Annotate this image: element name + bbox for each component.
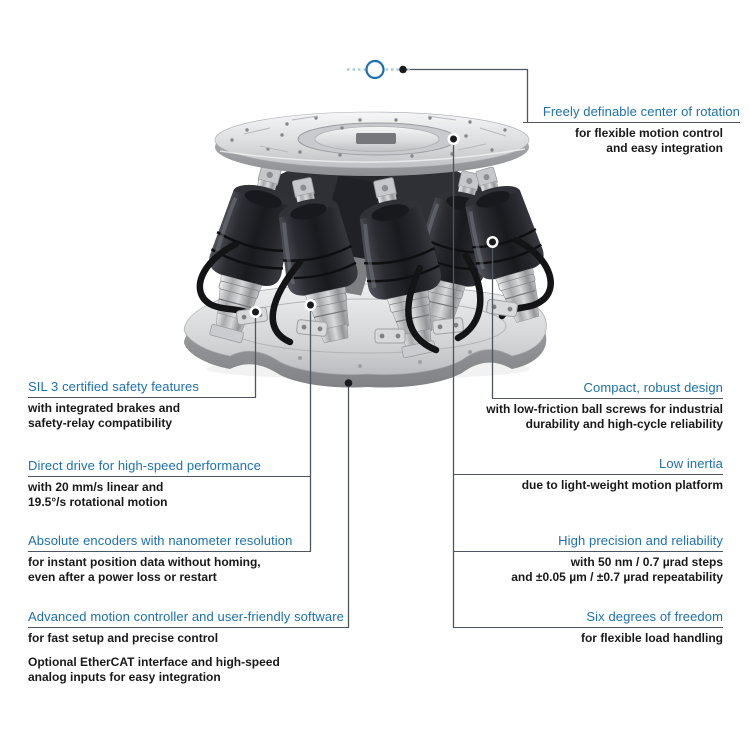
callout-text-line: with low-friction ball screws for industrial [486, 402, 723, 416]
callout-compact-design [486, 380, 723, 432]
marker-dot-controller [345, 379, 353, 387]
callout-text-line: Optional EtherCAT interface and high-speed [28, 655, 280, 669]
marker-dot-platform [448, 133, 460, 145]
center-of-rotation-marker [367, 61, 384, 78]
callout-text-line: safety-relay compatibility [28, 416, 173, 430]
marker-dot-drive [305, 299, 317, 311]
callout-text-line: durability and high-cycle reliability [525, 417, 723, 431]
callout-text-line: even after a power loss or restart [28, 570, 217, 584]
callout-safety-features [28, 379, 256, 431]
callout-heading-compact-design: Compact, robust design [492, 380, 723, 399]
callout-text-line: for fast setup and precise control [28, 631, 219, 645]
callout-heading-low-inertia: Low inertia [453, 456, 723, 475]
callout-low-inertia [453, 456, 723, 493]
callout-motion-controller [28, 609, 349, 685]
marker-dot-safety [250, 306, 262, 318]
callout-text-line: for flexible motion control [574, 126, 723, 140]
callout-text-line: with integrated brakes and [28, 401, 181, 415]
callout-center-of-rotation [523, 104, 740, 156]
callout-text-line: due to light-weight motion platform [521, 478, 723, 492]
marker-dot-design [487, 236, 499, 248]
callout-heading-direct-drive: Direct drive for high-speed performance [28, 458, 311, 477]
callout-text-line: 19.5°/s rotational motion [28, 495, 168, 509]
callout-high-precision [453, 533, 723, 585]
callout-heading-safety-features: SIL 3 certified safety features [28, 379, 256, 398]
callout-text-line: for flexible load handling [580, 631, 723, 645]
hexapod-illustration [184, 112, 560, 388]
callout-text-line: for instant position data without homing, [28, 555, 261, 569]
callout-text-line: with 50 nm / 0.7 µrad steps [570, 555, 723, 569]
callout-heading-absolute-encoders: Absolute encoders with nanometer resolution [28, 533, 311, 552]
callout-direct-drive [28, 458, 311, 510]
callout-text-line: with 20 mm/s linear and [28, 480, 164, 494]
callout-heading-center-of-rotation: Freely definable center of rotation [523, 104, 740, 123]
paragraph-gap [28, 646, 349, 655]
callout-heading-six-dof: Six degrees of freedom [453, 609, 723, 628]
callout-heading-motion-controller: Advanced motion controller and user-friendly software [28, 609, 349, 628]
callout-absolute-encoders [28, 533, 311, 585]
callout-heading-high-precision: High precision and reliability [453, 533, 723, 552]
callout-six-dof [453, 609, 723, 646]
top-platform [215, 112, 529, 176]
callout-text-line: and ±0.05 µm / ±0.7 µrad repeatability [511, 570, 723, 584]
callout-text-line: analog inputs for easy integration [28, 670, 221, 684]
callout-text-line: and easy integration [606, 141, 723, 155]
